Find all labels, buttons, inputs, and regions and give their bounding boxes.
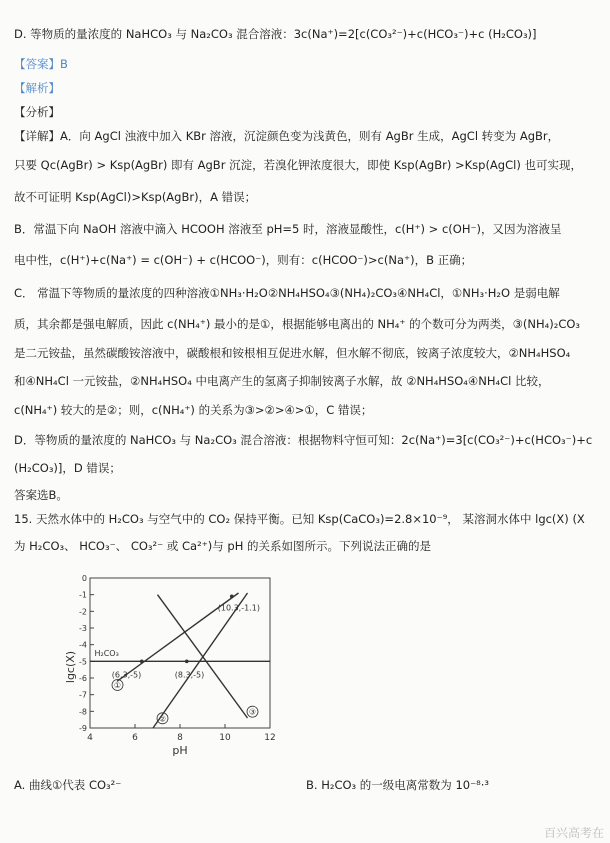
intersection-point (230, 595, 234, 599)
x-tick-label: 12 (264, 733, 276, 743)
text-line-optB: B. H₂CO₃ 的一级电离常数为 10⁻⁸·³ (306, 778, 490, 792)
chart-axes (64, 574, 276, 757)
y-tick-label: -8 (79, 707, 87, 717)
series-line (153, 593, 248, 728)
text-line-q15a: 15. 天然水体中的 H₂CO₃ 与空气中的 CO₂ 保持平衡。已知 Ksp(CaCO₃)=2.8×10⁻⁹， 某溶洞水体中 lgc(X) (X (14, 512, 585, 526)
text-line-final: 答案选B。 (14, 488, 68, 502)
x-tick-label: 8 (177, 733, 183, 743)
x-tick-label: 4 (87, 733, 93, 743)
y-tick-label: -7 (79, 690, 87, 700)
text-line-detail1: 【详解】A．向 AgCl 浊液中加入 KBr 溶液，沉淀颜色变为浅黄色，则有 AgBr 生成，AgCl 转变为 AgBr， (14, 129, 560, 143)
x-axis-label: pH (172, 744, 188, 757)
chart-marks (90, 593, 270, 728)
y-tick-label: -5 (79, 657, 87, 667)
y-tick-label: -2 (79, 607, 87, 617)
watermark: 百兴高考在 (543, 826, 604, 840)
x-tick-label: 10 (219, 733, 231, 743)
curve-label: ③ (248, 707, 257, 717)
y-tick-label: -4 (79, 640, 87, 650)
x-tick-label: 6 (132, 733, 138, 743)
text-line-b2: 电中性，c(H⁺)+c(Na⁺) = c(OH⁻) + c(HCOO⁻)，则有：c(HCOO⁻)>c(Na⁺)，B 正确； (14, 253, 473, 267)
h2co3-label: H₂CO₃ (94, 649, 119, 658)
text-line-b1: B．常温下向 NaOH 溶液中滴入 HCOOH 溶液至 pH=5 时，溶液显酸性，c(H⁺) > c(OH⁻)，又因为溶液呈 (14, 222, 562, 236)
intersection-point (185, 660, 189, 664)
y-tick-label: -9 (79, 724, 87, 733)
text-line-c4: 和④NH₄Cl 一元铵盐，②NH₄HSO₄ 中电离产生的氢离子抑制铵离子水解，故 ②NH₄HSO₄④NH₄Cl 比较， (14, 374, 550, 388)
point-annotation: (6.3,-5) (111, 670, 142, 680)
text-line-optA: A. 曲线①代表 CO₃²⁻ (14, 778, 122, 792)
text-line-d_option: D. 等物质的量浓度的 NaHCO₃ 与 Na₂CO₃ 混合溶液：3c(Na⁺)=2[c(CO₃²⁻)+c(HCO₃⁻)+c (H₂CO₃)] (14, 27, 537, 41)
text-line-c2: 质，其余都是强电解质，因此 c(NH₄⁺) 最小的是①，根据能够电离出的 NH₄⁺ 的个数可分为两类，③(NH₄)₂CO₃ (14, 317, 581, 331)
y-tick-label: -6 (79, 674, 87, 683)
text-line-answer_tag: 【答案】B (14, 57, 68, 71)
text-line-detail2: 只要 Qc(AgBr) > Ksp(AgBr) 即有 AgBr 沉淀，若溴化钾浓度很大，即使 Ksp(AgBr) >Ksp(AgCl) 也可实现， (14, 158, 582, 172)
text-line-dd2: (H₂CO₃)]，D 错误； (14, 461, 121, 475)
text-line-fenxi: 【分析】 (14, 105, 60, 119)
point-annotation: (10.3,-1.1) (217, 603, 260, 613)
text-line-c1: C． 常温下等物质的量浓度的四种溶液①NH₃·H₂O②NH₄HSO₄③(NH₄)₂CO₃④NH₄Cl，①NH₃·H₂O 是弱电解 (14, 286, 560, 300)
text-line-c3: 是二元铵盐，虽然碳酸铵溶液中，碳酸根和铵根相互促进水解，但水解不彻底，铵离子浓度较大，②NH₄HSO₄ (14, 346, 571, 360)
y-axis-label: lgc(X) (64, 650, 77, 684)
text-line-c5: c(NH₄⁺) 较大的是②；则，c(NH₄⁺) 的关系为③>②>④>①，C 错误； (14, 403, 373, 417)
text-line-q15b: 为 H₂CO₃、 HCO₃⁻、 CO₃²⁻ 或 Ca²⁺)与 pH 的关系如图所示。下列说法正确的是 (14, 539, 432, 553)
y-tick-label: -3 (79, 624, 87, 633)
point-annotation: (8.3,-5) (174, 670, 205, 680)
curve-label: ② (158, 714, 167, 724)
intersection-point (140, 660, 144, 664)
text-line-analysis_tag: 【解析】 (14, 81, 60, 95)
lgc-ph-chart (64, 570, 278, 760)
y-tick-label: 0 (81, 574, 87, 583)
curve-label: ① (113, 681, 122, 690)
text-line-dd1: D．等物质的量浓度的 NaHCO₃ 与 Na₂CO₃ 混合溶液：根据物料守恒可知：2c(Na⁺)=3[c(CO₃²⁻)+c(HCO₃⁻)+c (14, 433, 593, 447)
y-tick-label: -1 (79, 590, 87, 600)
text-line-detail3: 故不可证明 Ksp(AgCl)>Ksp(AgBr)，A 错误； (14, 190, 257, 204)
